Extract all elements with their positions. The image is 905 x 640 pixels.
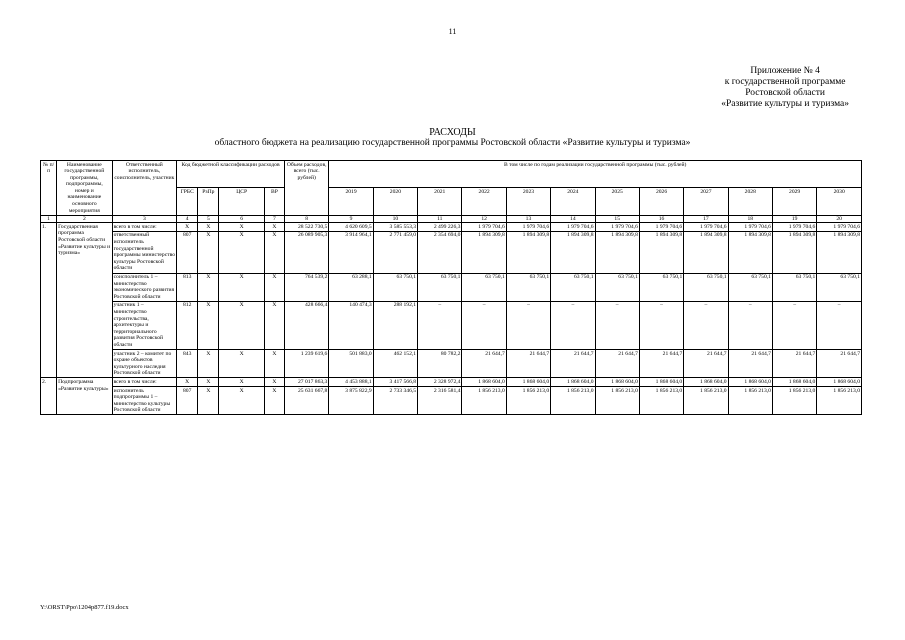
year-value-cell: – [684,301,728,349]
year-value-cell: 1 979 704,6 [772,223,816,232]
title-main: РАСХОДЫ [429,127,476,138]
year-value-cell: 1 894 309,8 [462,231,506,273]
csr-cell: X [219,223,264,232]
year-value-cell: 21 644,7 [684,350,728,378]
year-value-cell: 1 979 704,6 [728,223,772,232]
header-year: 2027 [684,188,728,215]
vr-cell: X [264,378,284,387]
executor-cell: ответственный исполнитель государственной программы министерство культуры Ростовской области [113,232,176,272]
column-number: 4 [177,215,198,223]
header-year: 2021 [418,188,462,215]
csr-cell: X [219,301,264,349]
vr-cell: X [264,350,284,378]
column-number: 13 [506,215,550,223]
year-value-cell: 1 868 604,0 [506,378,550,387]
column-number: 10 [373,215,417,223]
year-value-cell: 1 894 309,8 [506,231,550,273]
table-row [41,273,862,301]
year-value-cell: 3 875 822,9 [329,387,373,415]
annex-line-2: к государственной программе [724,77,846,87]
header-year: 2030 [817,188,862,215]
year-value-cell: 63 750,1 [551,273,595,301]
year-value-cell: 1 856 213,0 [595,387,639,415]
column-number: 2 [57,215,112,223]
year-value-cell: 2 354 694,0 [418,231,462,273]
annex-line-1: Приложение № 4 [750,66,820,76]
total-cell: 428 666,4 [285,301,329,349]
rzpr-cell: X [198,273,219,301]
expenditure-table [40,160,862,415]
year-value-cell: 3 417 566,8 [373,378,417,387]
table-row [41,350,862,378]
grbs-cell: 843 [177,350,198,378]
annex-line-3: Ростовской области [745,88,825,98]
column-number-row [41,215,862,223]
year-value-cell: 1 894 309,8 [684,231,728,273]
total-cell: 764 539,2 [285,273,329,301]
year-value-cell: 21 644,7 [551,350,595,378]
year-value-cell: 1 979 704,6 [506,223,550,232]
year-value-cell: 1 979 704,6 [684,223,728,232]
year-value-cell: 1 868 604,0 [772,378,816,387]
grbs-cell: X [177,378,198,387]
year-value-cell: 63 750,1 [595,273,639,301]
grbs-cell: X [177,223,198,232]
rzpr-cell: X [198,378,219,387]
executor-cell: участник 1 – министерство строительства, архитектуры и территориального развития Ростовской области [112,301,177,349]
year-value-cell: 1 979 704,6 [595,223,639,232]
csr-cell: X [219,378,264,387]
header-budget-code: Код бюджетной классификации расходов [177,161,285,188]
year-value-cell: 21 644,7 [728,350,772,378]
year-value-cell: 1 868 604,0 [595,378,639,387]
year-value-cell: – [462,301,506,349]
column-number: 3 [112,215,177,223]
vr-cell: X [264,273,284,301]
year-value-cell: 4 620 609,5 [329,223,373,232]
column-number: 5 [198,215,219,223]
year-value-cell: 3 585 553,3 [373,223,417,232]
executor-cell: исполнитель подпрограммы 1 – министерство культуры Ростовской области [112,387,177,415]
year-value-cell: 1 868 604,0 [639,378,683,387]
vr-cell: X [264,387,284,415]
rzpr-cell: X [198,223,219,232]
column-number: 8 [285,215,329,223]
year-value-cell: 1 894 309,8 [595,231,639,273]
column-number: 9 [329,215,373,223]
year-value-cell: 1 868 604,0 [684,378,728,387]
header-year: 2020 [373,188,417,215]
executor-cell: соисполнитель 1 – министерство экономического развития Ростовской области [112,273,177,301]
year-value-cell: 1 979 704,6 [551,223,595,232]
year-value-cell: 2 328 972,4 [418,378,462,387]
year-value-cell: 1 868 604,0 [728,378,772,387]
year-value-cell: 1 856 213,0 [639,387,683,415]
vr-cell: X [264,223,284,232]
year-value-cell: – [595,301,639,349]
row-number: 2. [41,378,57,415]
year-value-cell: 63 288,1 [329,273,373,301]
grbs-cell: 812 [177,301,198,349]
year-value-cell: 1 979 704,6 [639,223,683,232]
total-cell: 1 239 619,6 [285,350,329,378]
year-value-cell: 21 644,7 [772,350,816,378]
year-value-cell: 2 316 581,4 [418,387,462,415]
column-number: 20 [817,215,862,223]
year-value-cell: 63 750,1 [639,273,683,301]
year-value-cell: 1 856 213,0 [684,387,728,415]
header-by-years: В том числе по годам реализации государственной программы (тыс. рублей) [329,161,862,188]
column-number: 6 [219,215,264,223]
annex-block [721,66,849,110]
year-value-cell: 2 733 346,5 [373,387,417,415]
year-value-cell: 21 644,7 [506,350,550,378]
executor-cell: всего в том числе: [112,378,177,387]
year-value-cell: – [639,301,683,349]
total-cell: 28 522 730,5 [285,223,329,232]
column-number: 18 [728,215,772,223]
year-value-cell: 501 883,0 [329,350,373,378]
year-value-cell: 2 771 459,0 [373,231,417,273]
column-number: 15 [595,215,639,223]
year-value-cell: 80 782,2 [418,350,462,378]
column-number: 11 [418,215,462,223]
header-vr: ВР [264,188,284,215]
year-value-cell: – [418,301,462,349]
rzpr-cell: X [198,350,219,378]
grbs-cell: 807 [177,387,198,415]
program-name: Подпрограмма «Развитие культуры» [57,378,112,415]
header-year: 2026 [639,188,683,215]
rzpr-cell: X [198,301,219,349]
header-name: Наименование государственной программы, подпрограммы, номер и наименование основного мероприятия [57,161,112,216]
year-value-cell: 1 894 309,8 [817,231,862,273]
year-value-cell: 63 750,1 [817,273,862,301]
rzpr-cell: X [198,387,219,415]
year-value-cell: 2 499 226,3 [418,223,462,232]
year-value-cell: 1 856 213,0 [817,387,862,415]
year-value-cell: 63 750,1 [418,273,462,301]
year-value-cell: 63 750,1 [684,273,728,301]
file-path-footer: Y:\ORST\Ppo\1204p877.f19.docx [40,604,129,611]
column-number: 12 [462,215,506,223]
header-year: 2028 [728,188,772,215]
total-cell: 25 631 667,8 [285,387,329,415]
total-cell: 26 089 905,3 [285,231,329,273]
column-number: 14 [551,215,595,223]
year-value-cell: 1 868 604,0 [551,378,595,387]
year-value-cell: 4 453 888,1 [329,378,373,387]
year-value-cell: 3 914 964,1 [329,231,373,273]
table-row [41,378,862,387]
table-row [41,231,862,273]
year-value-cell: 140 474,3 [329,301,373,349]
year-value-cell: 1 979 704,6 [462,223,506,232]
column-number: 19 [772,215,816,223]
year-value-cell: 1 894 309,8 [728,231,772,273]
column-number: 1 [41,215,57,223]
title-subtitle: областного бюджета на реализацию государственной программы Ростовской области «Развитие культуры и туризма» [214,138,691,148]
year-value-cell: 63 750,1 [373,273,417,301]
table-row [41,387,862,415]
grbs-cell: 813 [177,273,198,301]
header-grbs: ГРБС [177,188,198,215]
year-value-cell: 1 894 309,8 [639,231,683,273]
header-year: 2025 [595,188,639,215]
csr-cell: X [219,387,264,415]
year-value-cell: – [506,301,550,349]
year-value-cell: 21 644,7 [595,350,639,378]
page-number: 11 [448,27,457,36]
year-value-cell: – [817,301,862,349]
csr-cell: X [219,350,264,378]
year-value-cell: 1 894 309,8 [551,231,595,273]
year-value-cell: 63 750,1 [728,273,772,301]
table-row [41,223,862,232]
year-value-cell: 1 856 213,0 [506,387,550,415]
header-rzpr: РзПр [198,188,219,215]
header-year: 2023 [506,188,550,215]
year-value-cell: 1 856 213,0 [462,387,506,415]
grbs-cell: 807 [177,231,198,273]
annex-line-4: «Развитие культуры и туризма» [721,99,849,109]
year-value-cell: 63 750,1 [462,273,506,301]
year-value-cell: 288 192,1 [373,301,417,349]
document-title [0,127,905,149]
column-number: 16 [639,215,683,223]
header-year: 2024 [551,188,595,215]
year-value-cell: 1 868 604,0 [462,378,506,387]
year-value-cell: 63 750,1 [506,273,550,301]
executor-cell: участник 2 – комитет по охране объектов культурного наследия Ростовской области [112,350,177,378]
header-year: 2019 [329,188,373,215]
year-value-cell: 1 856 213,0 [728,387,772,415]
column-number: 17 [684,215,728,223]
year-value-cell: 1 856 213,0 [551,387,595,415]
year-value-cell: 21 644,7 [639,350,683,378]
year-value-cell: 1 979 704,6 [817,223,862,232]
csr-cell: X [219,231,264,273]
csr-cell: X [219,273,264,301]
header-num: № п/п [41,161,57,216]
year-value-cell: 21 644,7 [817,350,862,378]
column-number: 7 [264,215,284,223]
year-value-cell: 462 152,1 [373,350,417,378]
header-csr: ЦСР [219,188,264,215]
total-cell: 27 017 863,3 [285,378,329,387]
year-value-cell: 1 856 213,0 [772,387,816,415]
year-value-cell: – [728,301,772,349]
year-value-cell: 21 644,7 [462,350,506,378]
table-row [41,301,862,349]
rzpr-cell: X [198,231,219,273]
row-number: 1. [41,223,57,378]
program-name: Государственная программа Ростовской области «Развитие культуры и туризма» [57,223,112,378]
header-year: 2029 [772,188,816,215]
header-year: 2022 [462,188,506,215]
year-value-cell: 63 750,1 [772,273,816,301]
year-value-cell: – [772,301,816,349]
executor-cell: всего в том числе: [112,223,177,232]
year-value-cell: 1 868 604,0 [817,378,862,387]
year-value-cell: – [551,301,595,349]
header-executor: Ответственный исполнитель, соисполнитель, участник [112,161,177,216]
vr-cell: X [264,231,284,273]
vr-cell: X [264,301,284,349]
year-value-cell: 1 894 309,8 [772,231,816,273]
header-volume: Объем расходов, всего (тыс. рублей) [285,161,329,216]
